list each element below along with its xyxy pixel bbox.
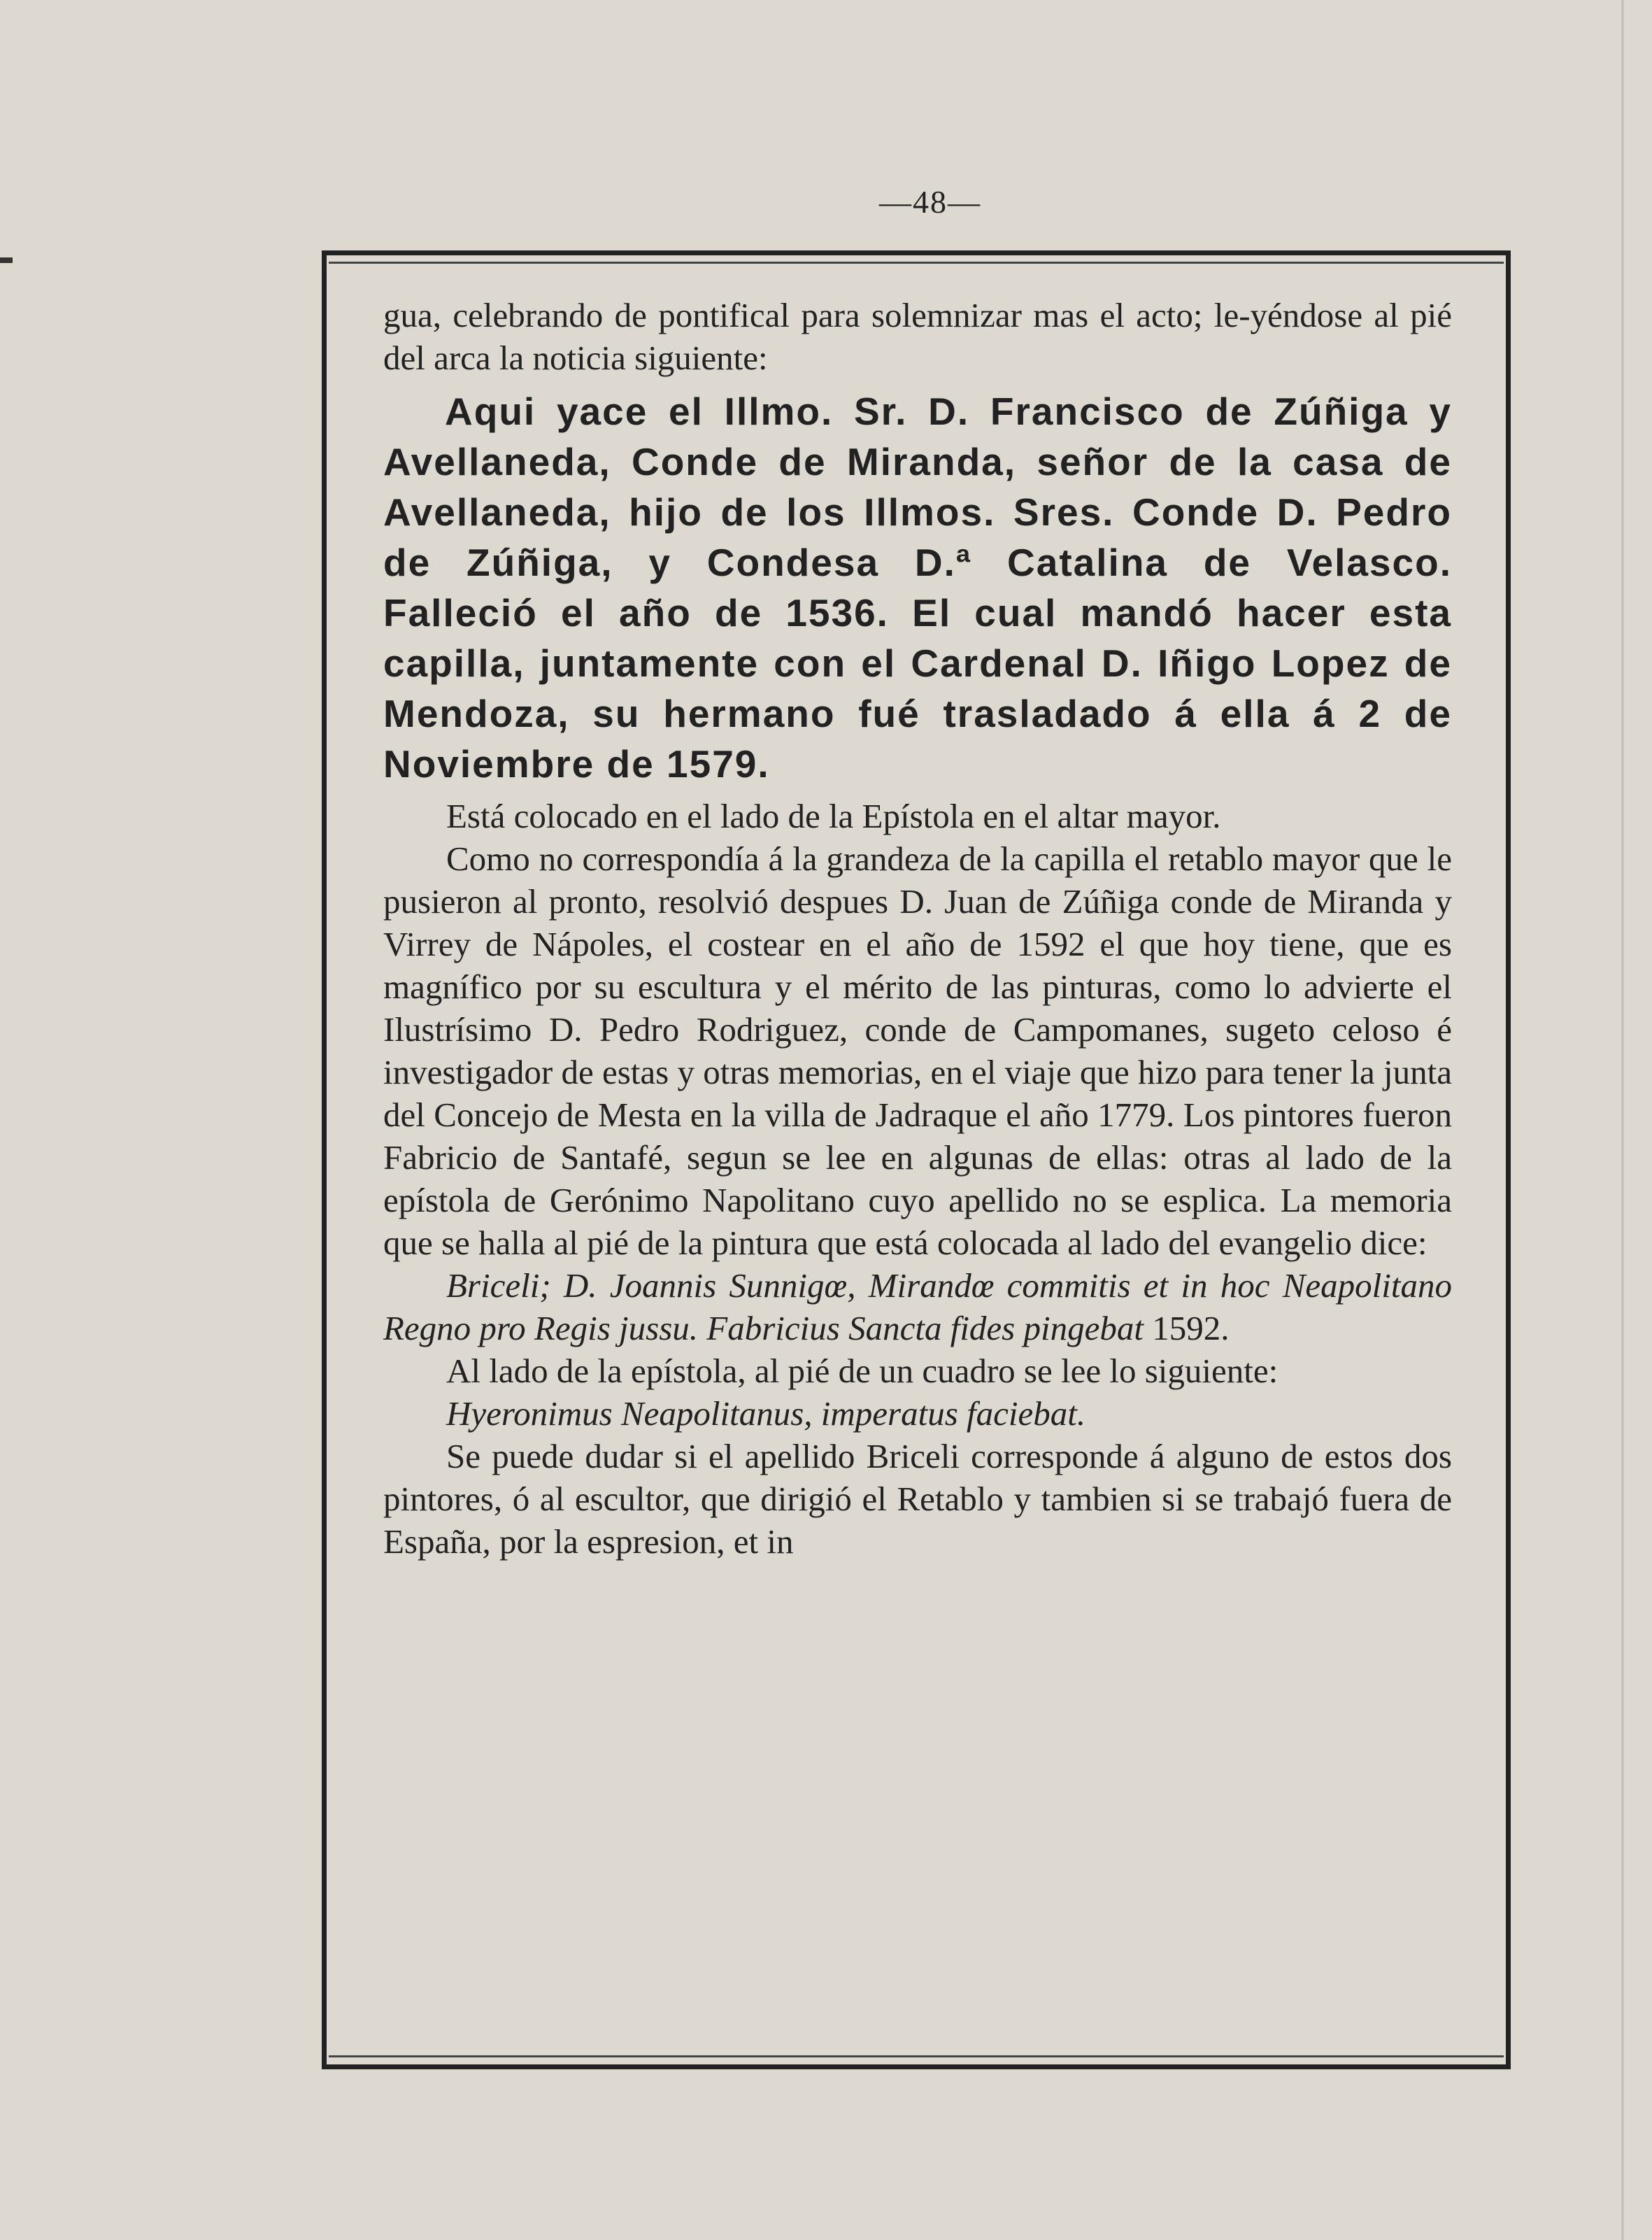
paragraph-retablo: Como no correspondía á la grandeza de la capilla el retablo mayor que le pusieron al pronto, resolvió despues D. Juan de Zúñiga conde de Miranda y Virrey de Nápoles, el costear en el año de 1592 el que hoy tiene, que es magnífico por su escultura y el mérito de las pinturas, como lo advierte el Ilustrísimo D. Pedro Rodriguez, conde de Campomanes, sugeto celoso é investigador de estas y otras memorias, en el viaje que hizo para tener la junta del Concejo de Mesta en la villa de Jadraque el año 1779. Los pintores fueron Fabricio de Santafé, segun se lee en algunas de ellas: otras al lado de la epístola de Gerónimo Napolitano cuyo apellido no se esplica. La memoria que se halla al pié de la pintura que está colocada al lado del evangelio dice: <box>383 839 1452 1262</box>
paragraph-epistle-side: Al lado de la epístola, al pié de un cuadro se lee lo siguiente: <box>446 1352 1279 1390</box>
latin-inscription-1-text: Briceli; D. Joannis Sunnigœ, Mirandœ commitis et in hoc Neapolitano Regno pro Regis jussu. Fabricius Sancta fides pingebat <box>383 1266 1452 1347</box>
paragraph-briceli: Se puede dudar si el apellido Briceli corresponde á alguno de estos dos pintores, ó al escultor, que dirigió el Retablo y tambien si se trabajó fuera de España, por la espresion, et in <box>383 1437 1452 1561</box>
border-inner-line-bottom <box>329 2055 1504 2057</box>
latin-inscription-2: Hyeronimus Neapolitanus, imperatus faciebat. <box>446 1394 1086 1433</box>
page-number: —48— <box>879 184 981 220</box>
margin-mark <box>0 257 13 263</box>
latin-inscription-1 <box>383 1264 1452 1349</box>
page-edge <box>1621 0 1624 2240</box>
paragraph-opening: gua, celebrando de pontifical para solemnizar mas el acto; le-yéndose al pié del arca la noticia siguiente: <box>383 296 1452 377</box>
epitaph-inscription: Aqui yace el Illmo. Sr. D. Francisco de Zúñiga y Avellaneda, Conde de Miranda, señor de la casa de Avellaneda, hijo de los Illmos. Sres. Conde D. Pedro de Zúñiga, y Condesa D.ª Catalina de Velasco. Falleció el año de 1536. El cual mandó hacer esta capilla, juntamente con el Cardenal D. Iñigo Lopez de Mendoza, su hermano fué trasladado á ella á 2 de Noviembre de 1579. <box>383 390 1452 786</box>
latin-inscription-1-year: 1592. <box>1152 1309 1230 1347</box>
page-body <box>383 294 1452 1563</box>
paragraph-location: Está colocado en el lado de la Epístola en el altar mayor. <box>446 797 1221 835</box>
border-inner-line-top <box>329 262 1504 264</box>
